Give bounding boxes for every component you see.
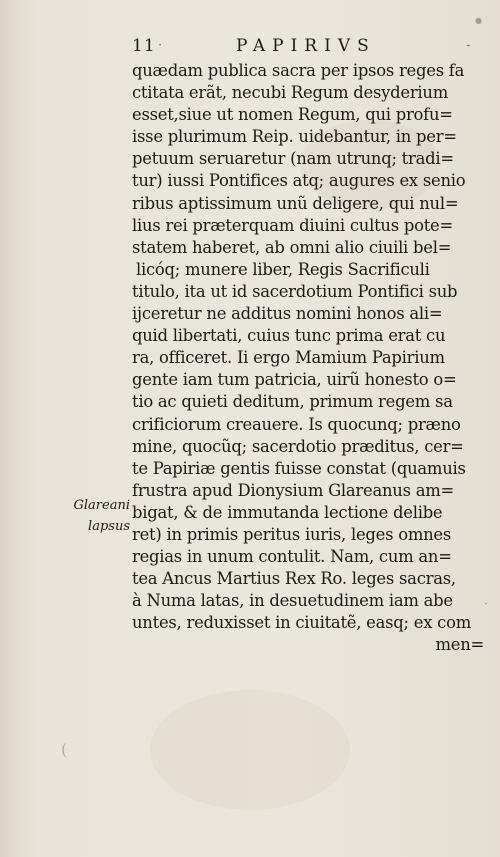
marginal-note — [60, 495, 130, 537]
text-line: frustra apud Dionysium Glareanus am= — [132, 480, 455, 500]
text-line: ribus aptissimum unũ deligere, qui nul= — [132, 193, 459, 213]
text-line: titulo, ita ut id sacerdotium Pontifici sub — [132, 281, 458, 301]
running-title: PAPIRIVS — [236, 36, 376, 56]
text-line: quædam publica sacra per ipsos reges fa — [132, 61, 465, 80]
edge-mark: ● — [475, 16, 482, 25]
text-line: bigat, & de immutanda lectione delibe — [132, 502, 443, 522]
header-ornament: - — [466, 38, 471, 53]
catchword: men= — [435, 635, 484, 655]
text-line: ijceretur ne additus nomini honos ali= — [132, 304, 443, 324]
header-ornament: · — [158, 38, 163, 53]
paper-stain — [150, 690, 350, 810]
text-line: petuum seruaretur (nam utrunq; tradi= — [132, 149, 454, 169]
text-line: regias in unum contulit. Nam, cum an= — [132, 547, 452, 567]
text-line: tio ac quieti deditum, primum regem sa — [132, 392, 453, 412]
body-text — [132, 60, 488, 657]
text-line: isse plurimum Reip. uidebantur, in per= — [132, 127, 457, 147]
running-header — [132, 36, 482, 58]
text-line: quid libertati, cuius tunc prima erat cu — [132, 326, 446, 346]
text-line: lius rei præterquam diuini cultus pote= — [132, 215, 453, 235]
marginal-note-line: lapsus — [88, 519, 130, 534]
text-line: à Numa latas, in desuetudinem iam abe — [132, 591, 453, 611]
marginal-note-line: Glareani — [73, 498, 130, 513]
text-line: gente iam tum patricia, uirũ honesto o= — [132, 370, 457, 390]
edge-mark: ( — [61, 740, 68, 759]
text-line: crificiorum creauere. Is quocunq; præno — [132, 414, 461, 434]
text-line: licóq; munere liber, Regis Sacrificuli — [136, 259, 430, 279]
text-line: esset,siue ut nomen Regum, qui profu= — [132, 105, 453, 125]
text-line: te Papiriæ gentis fuisse constat (quamuis — [132, 458, 466, 478]
text-line: mine, quocũq; sacerdotio præditus, cer= — [132, 436, 464, 456]
text-line: tea Ancus Martius Rex Ro. leges sacras, — [132, 569, 456, 589]
text-line: statem haberet, ab omni alio ciuili bel= — [132, 237, 452, 257]
text-line: ra, officeret. Ii ergo Mamium Papirium — [132, 348, 445, 368]
text-line: untes, reduxisset in ciuitatẽ, easq; ex com — [132, 613, 472, 633]
text-line: tur) iussi Pontifices atq; augures ex senio — [132, 171, 466, 191]
text-line: ctitata erãt, necubi Regum desyderium — [132, 83, 449, 103]
text-line: ret) in primis peritus iuris, leges omnes — [132, 524, 452, 544]
folio-number: 11 — [132, 36, 156, 56]
edge-mark: · — [484, 597, 488, 611]
